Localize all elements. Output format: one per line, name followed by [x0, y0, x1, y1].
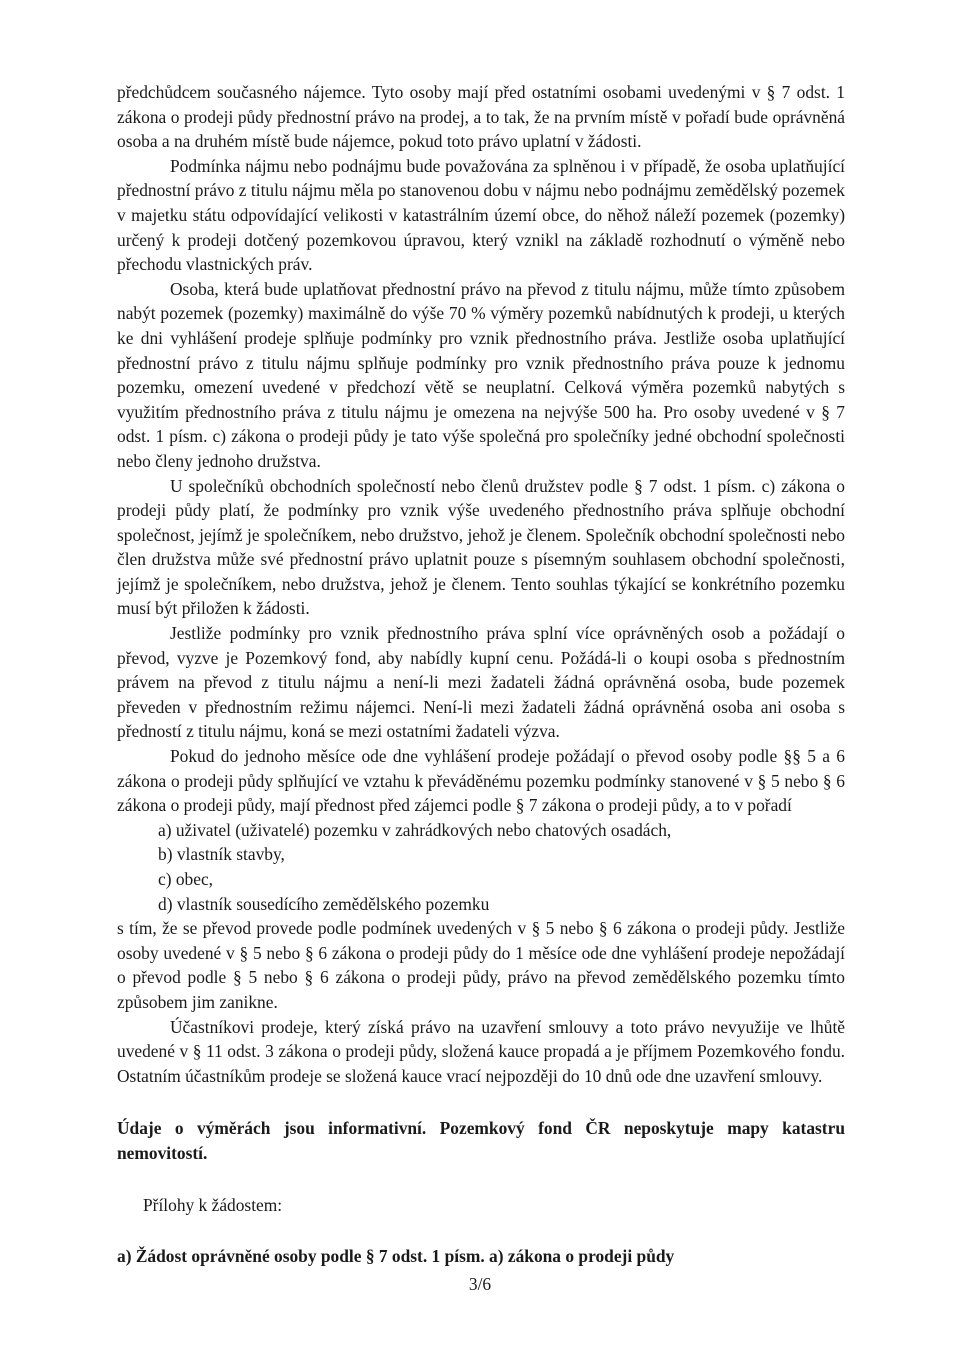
paragraph-multiple-applicants: Jestliže podmínky pro vznik přednostního práva splní více oprávněných osob a požádají o převod, vyzve je Pozemkový fond, aby nabídly kupní cenu. Požádá-li o koupi osoba s přednostním právem na převod z titulu nájmu a není-li mezi žadateli žádná oprávněná osoba, bude pozemek převeden v přednostním režimu nájemci. Není-li mezi žadateli žádná oprávněná osoba ani osoba s předností z titulu nájmu, koná se mezi ostatními žadateli výzva. [117, 623, 845, 742]
priority-list [117, 818, 845, 916]
document-body [117, 80, 845, 1269]
paragraph-company-partners: U společníků obchodních společností nebo členů družstev podle § 7 odst. 1 písm. c) zákona o prodeji půdy platí, že podmínky pro vznik výše uvedeného přednostního práva splňuje obchodní společnost, jejímž je společníkem, nebo družstvo, jehož je členem. Společník obchodní společnosti nebo člen družstva může své přednostní právo uplatnit pouze s písemným souhlasem obchodní společnosti, jejímž je společníkem, nebo družstva, jehož je členem. Tento souhlas týkající se konkrétního pozemku musí být přiložen k žádosti. [117, 475, 845, 619]
informative-note: Údaje o výměrách jsou informativní. Pozemkový fond ČR neposkytuje mapy katastru nemovitostí. [117, 1118, 845, 1163]
attachment-a-title: a) Žádost oprávněné osoby podle § 7 odst. 1 písm. a) zákona o prodeji půdy [117, 1246, 675, 1267]
paragraph-priority-order: Pokud do jednoho měsíce ode dne vyhlášení prodeje požádají o převod osoby podle §§ 5 a 6 zákona o prodeji půdy splňující ve vztahu k převáděnému pozemku podmínky stanovené v § 5 nebo § 6 zákona o prodeji půdy, mají přednost před zájemci podle § 7 zákona o prodeji půdy, a to v pořadí [117, 746, 845, 816]
paragraph-lease-condition: Podmínka nájmu nebo podnájmu bude považována za splněnou i v případě, že osoba uplatňující přednostní právo z titulu nájmu měla po stanovenou dobu v nájmu nebo podnájmu zemědělský pozemek v majetku státu odpovídající velikosti v katastrálním území obce, do něhož náleží pozemek (pozemky) určený k prodeji dotčený pozemkovou úpravou, který vznikl na základě rozhodnutí o výměně nebo přechodu vlastnických práv. [117, 155, 845, 275]
paragraph-acquisition-limit: Osoba, která bude uplatňovat přednostní právo na převod z titulu nájmu, může tímto způsobem nabýt pozemek (pozemky) maximálně do výše 70 % výměry pozemků nabídnutých k prodeji, u kterých ke dni vyhlášení prodeje splňuje podmínky pro vznik přednostního práva. Jestliže osoba uplatňující přednostní právo z titulu nájmu splňuje podmínky pro vznik přednostního práva pouze k jednomu pozemku, omezení uvedené v předchozí větě se neuplatní. Celková výměra pozemků nabytých s využitím přednostního práva z titulu nájmu je omezena na nejvýše 500 ha. Pro osoby uvedené v § 7 odst. 1 písm. c) zákona o prodeji půdy je tato výše společná pro společníky jedné obchodní společnosti nebo členy jednoho družstva. [117, 278, 845, 471]
list-item: d) vlastník sousedícího zemědělského pozemku [158, 893, 490, 914]
list-item: c) obec, [158, 869, 214, 889]
paragraph-deposit: Účastníkovi prodeje, který získá právo na uzavření smlouvy a toto právo nevyužije ve lhůtě uvedené v § 11 odst. 3 zákona o prodeji půdy, složená kauce propadá a je příjmem Pozemkového fondu. Ostatním účastníkům prodeje se složená kauce vrací nejpozději do 10 dnů ode dne uzavření smlouvy. [117, 1016, 845, 1086]
attachments-heading: Přílohy k žádostem: [143, 1194, 283, 1215]
paragraph-continuation: předchůdcem současného nájemce. Tyto osoby mají před ostatními osobami uvedenými v § 7 odst. 1 zákona o prodeji půdy přednostní právo na prodej, a to tak, že na prvním místě v pořadí bude oprávněná osoba a na druhém místě bude nájemce, pokud toto právo uplatní v žádosti. [117, 82, 845, 152]
list-item: b) vlastník stavby, [158, 844, 285, 865]
paragraph-transfer-conditions: s tím, že se převod provede podle podmínek uvedených v § 5 nebo § 6 zákona o prodeji půdy. Jestliže osoby uvedené v § 5 nebo § 6 zákona o prodeji půdy do 1 měsíce ode dne vyhlášení prodeje nepožádají o převod podle § 5 nebo § 6 zákona o prodeji půdy, právo na převod zemědělského pozemku tímto způsobem jim zanikne. [117, 918, 845, 1012]
list-item: a) uživatel (uživatelé) pozemku v zahrádkových nebo chatových osadách, [158, 819, 672, 840]
page-number: 3/6 [468, 1274, 492, 1294]
